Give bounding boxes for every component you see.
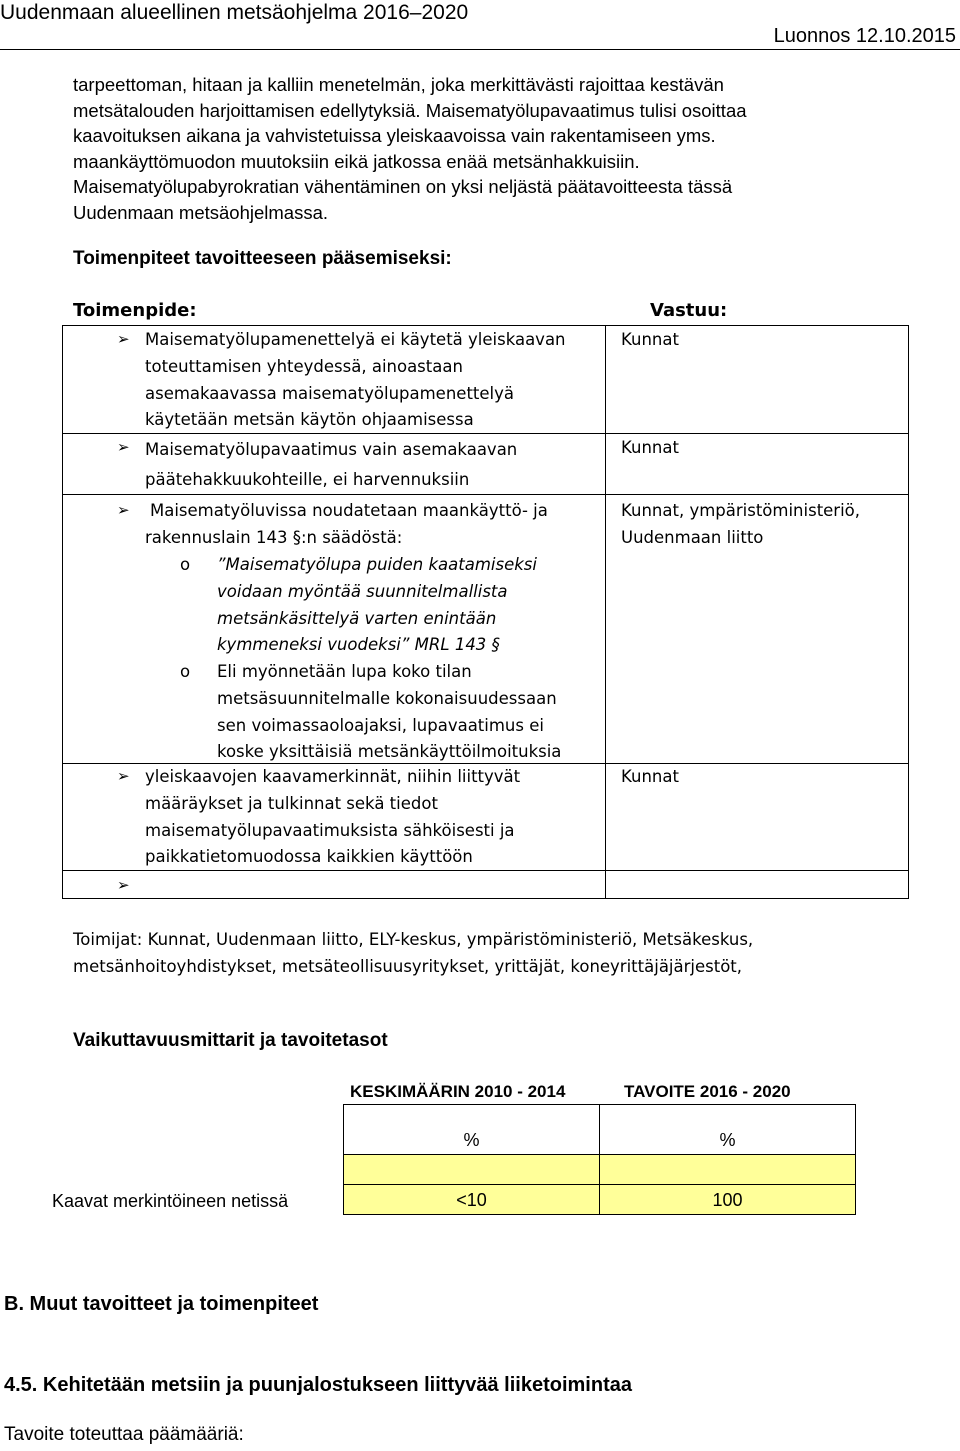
- quote-sublist: [217, 552, 537, 659]
- header-divider: [0, 49, 960, 50]
- arrow-bullet-icon: ➢: [117, 439, 130, 456]
- col-action-header: Toimenpide:: [73, 300, 197, 321]
- action-line: päätehakkuukohteille, ei harvennuksiin: [145, 470, 470, 489]
- intro-paragraph: [73, 72, 933, 225]
- arrow-bullet-icon: ➢: [117, 768, 130, 785]
- section-4-5-heading: 4.5. Kehitetään metsiin ja puunjalostukseen liittyvää liiketoimintaa: [4, 1374, 632, 1396]
- sub-line: kymmeneksi vuodeksi” MRL 143 §: [217, 635, 500, 655]
- responsibility-line: Kunnat, ympäristöministeriö,: [621, 501, 861, 520]
- col-responsibility-header: Vastuu:: [650, 300, 728, 321]
- baseline-unit-cell: %: [344, 1105, 600, 1155]
- intro-line: Uudenmaan metsäohjelmassa.: [73, 201, 329, 223]
- intro-line: metsätalouden harjoittamisen edellytyksiä. Maisematyölupavaatimus tulisi osoittaa: [73, 99, 747, 121]
- table-row: [145, 498, 548, 552]
- intro-line: maankäyttömuodon muutoksiin eikä jatkossa enää metsänhakkuisiin.: [73, 150, 640, 172]
- baseline-value-cell: <10: [344, 1185, 600, 1214]
- section-b-heading: B. Muut tavoitteet ja toimenpiteet: [4, 1293, 319, 1315]
- sub-bullet-icon: o: [180, 662, 191, 681]
- action-line: paikkatietomuodossa kaikkien käyttöön: [145, 847, 473, 867]
- responsibility-line: Kunnat: [621, 767, 679, 786]
- indicator-row-label: Kaavat merkintöineen netissä: [52, 1191, 289, 1211]
- target-unit-cell: %: [600, 1105, 855, 1155]
- sub-bullet-icon: o: [180, 555, 191, 574]
- arrow-bullet-icon: ➢: [117, 877, 130, 894]
- sub-line: voidaan myöntää suunnitelmallista: [217, 581, 508, 601]
- responsibility-line: Kunnat: [621, 330, 679, 349]
- responsibility-cell: [621, 498, 860, 552]
- table-row: [145, 764, 520, 871]
- goal-label: Tavoite toteuttaa päämääriä:: [4, 1424, 244, 1445]
- highlight-cell: [600, 1155, 855, 1185]
- action-line: Maisematyölupamenettelyä ei käytetä yleiskaavan: [145, 330, 566, 349]
- action-line: yleiskaavojen kaavamerkinnät, niihin liittyvät: [145, 767, 521, 786]
- table-row: [145, 327, 566, 434]
- action-line: maisematyölupavaatimuksista sähköisesti ja: [145, 820, 515, 840]
- action-line: Maisematyöluvissa noudatetaan maankäyttö- ja: [150, 501, 548, 520]
- indicators-heading: Vaikuttavuusmittarit ja tavoitetasot: [73, 1030, 388, 1051]
- arrow-bullet-icon: ➢: [117, 502, 130, 519]
- highlight-cell: [344, 1155, 600, 1185]
- responsibility-cell: [621, 435, 679, 462]
- baseline-column-header: KESKIMÄÄRIN 2010 - 2014: [350, 1082, 566, 1101]
- intro-line: kaavoituksen aikana ja vahvistetuissa yleiskaavoissa vain rakentamiseen yms.: [73, 125, 716, 146]
- measures-heading: Toimenpiteet tavoitteeseen pääsemiseksi:: [73, 248, 452, 269]
- responsibility-line: Kunnat: [621, 438, 679, 457]
- action-line: käytetään metsän käytön ohjaamisessa: [145, 410, 474, 430]
- action-line: Maisematyölupavaatimus vain asemakaavan: [145, 440, 518, 459]
- responsibility-cell: [621, 764, 679, 791]
- measures-table: [62, 325, 909, 899]
- sub-line: sen voimassaoloajaksi, lupavaatimus ei: [217, 715, 544, 735]
- target-column-header: TAVOITE 2016 - 2020: [624, 1082, 791, 1101]
- responsibility-line: Uudenmaan liitto: [621, 527, 764, 547]
- document-title: Uudenmaan alueellinen metsäohjelma 2016–2020: [0, 1, 469, 24]
- sub-line: ”Maisematyölupa puiden kaatamiseksi: [217, 555, 537, 574]
- target-value-cell: 100: [600, 1185, 855, 1214]
- responsibility-cell: [621, 327, 679, 354]
- sub-line: metsänkäsittelyä varten enintään: [217, 608, 497, 628]
- action-line: toteuttamisen yhteydessä, ainoastaan: [145, 356, 463, 376]
- indicators-table: [343, 1104, 856, 1215]
- draft-date: Luonnos 12.10.2015: [773, 25, 956, 47]
- sub-line: Eli myönnetään lupa koko tilan: [217, 662, 472, 681]
- actors-paragraph: [73, 926, 753, 980]
- intro-line: tarpeettoman, hitaan ja kalliin menetelmän, joka merkittävästi rajoittaa kestävän: [73, 74, 724, 95]
- sub-line: koske yksittäisiä metsänkäyttöilmoituksia: [217, 742, 562, 762]
- table-column-divider: [605, 326, 606, 898]
- action-line: asemakaavassa maisematyölupamenettelyä: [145, 383, 514, 403]
- explanation-sublist: [217, 659, 561, 766]
- action-line: rakennuslain 143 §:n säädöstä:: [145, 527, 403, 547]
- intro-line: Maisematyölupabyrokratian vähentäminen on yksi neljästä päätavoitteesta tässä: [73, 176, 733, 197]
- actors-line: metsänhoitoyhdistykset, metsäteollisuusyritykset, yrittäjät, koneyrittäjäjärjestöt,: [73, 957, 743, 976]
- actors-line: Toimijat: Kunnat, Uudenmaan liitto, ELY-keskus, ympäristöministeriö, Metsäkeskus,: [73, 930, 754, 949]
- arrow-bullet-icon: ➢: [117, 331, 130, 348]
- action-line: määräykset ja tulkinnat sekä tiedot: [145, 793, 438, 813]
- sub-line: metsäsuunnitelmalle kokonaisuudessaan: [217, 688, 557, 708]
- table-row: [145, 435, 517, 495]
